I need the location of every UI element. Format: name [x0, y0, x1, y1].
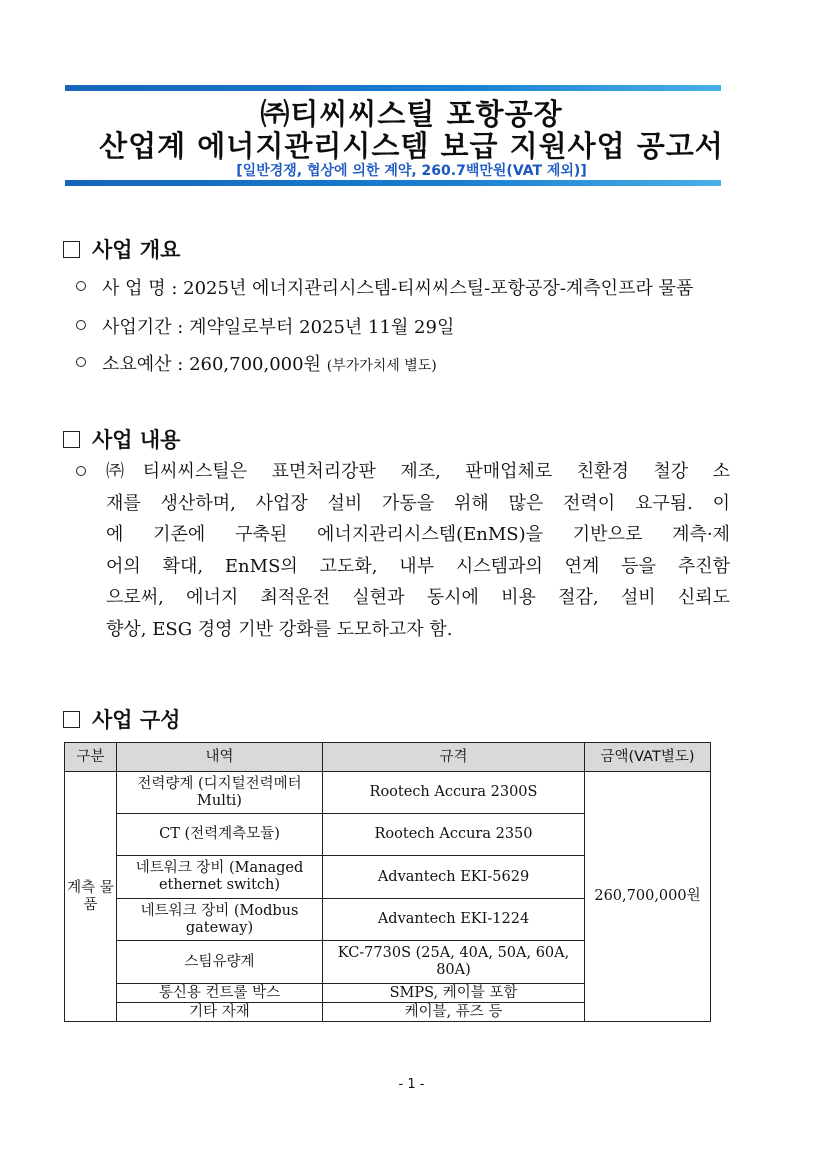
column-header-item: 내역: [117, 743, 323, 772]
composition-table: [64, 742, 711, 1022]
item-cell: 전력량계 (디지털전력메터 Multi): [117, 772, 323, 814]
item-cell: CT (전력계측모듈): [117, 814, 323, 856]
spec-cell: Rootech Accura 2350: [323, 814, 585, 856]
spec-cell: Advantech EKI-1224: [323, 899, 585, 941]
circle-bullet-icon: [76, 320, 86, 330]
document-title-company: ㈜티씨씨스틸 포항공장: [260, 97, 563, 131]
amount-cell: 260,700,000원: [585, 772, 711, 1022]
circle-bullet-icon: [76, 281, 86, 291]
item-cell: 기타 자재: [117, 1003, 323, 1022]
page-number: - 1 -: [398, 1077, 425, 1092]
document-title: 산업계 에너지관리시스템 보급 지원사업 공고서: [99, 129, 724, 163]
spec-cell: 케이블, 퓨즈 등: [323, 1003, 585, 1022]
overview-item-budget: 소요예산 : 260,700,000원 (부가가치세 별도): [76, 350, 437, 376]
table-row: [65, 772, 711, 814]
spec-cell: Rootech Accura 2300S: [323, 772, 585, 814]
item-cell: 스팀유량계: [117, 941, 323, 984]
column-header-category: 구분: [65, 743, 117, 772]
square-bullet-icon: [63, 241, 80, 258]
column-header-spec: 규격: [323, 743, 585, 772]
item-cell: 네트워크 장비 (Modbus gateway): [117, 899, 323, 941]
spec-cell: Advantech EKI-5629: [323, 856, 585, 899]
item-cell: 통신용 컨트롤 박스: [117, 984, 323, 1003]
circle-bullet-icon: [76, 466, 86, 476]
section-heading-composition: 사업 구성: [63, 704, 180, 734]
square-bullet-icon: [63, 431, 80, 448]
document-subtitle: [일반경쟁, 협상에 의한 계약, 260.7백만원(VAT 제외)]: [236, 163, 587, 179]
section-heading-overview: 사업 개요: [63, 234, 180, 264]
title-top-rule: [65, 85, 721, 91]
spec-cell: SMPS, 케이블 포함: [323, 984, 585, 1003]
content-paragraph: ㈜티씨씨스틸은 표면처리강판 제조, 판매업체로 친환경 철강 소 재를 생산하며, 사업장 설비 가동을 위해 많은 전력이 요구됨. 이 에 기존에 구축된 에너지관리시스템(EnMS)을 기반으로 계측·제 어의 확대, EnMS의 고도화, 내부 시스템과의 연계 등을 추진함 으로써, 에너지 최적운전 실현과 동시에 비용 절감, 설비 신뢰도 향상, ESG 경영 기반 강화를 도모하고자 함.: [106, 461, 730, 640]
circle-bullet-icon: [76, 357, 86, 367]
table-header-row: [65, 743, 711, 772]
item-cell: 네트워크 장비 (Managed ethernet switch): [117, 856, 323, 899]
title-bottom-rule: [65, 180, 721, 186]
overview-item-period: 사업기간 : 계약일로부터 2025년 11월 29일: [76, 313, 454, 339]
category-cell: 계측 물품: [65, 772, 117, 1022]
content-bullet: [76, 463, 102, 484]
column-header-amount: 금액(VAT별도): [585, 743, 711, 772]
overview-item-project-name: 사 업 명 : 2025년 에너지관리시스템-티씨씨스틸-포항공장-계측인프라 물품: [76, 274, 693, 300]
section-heading-content: 사업 내용: [63, 424, 180, 454]
square-bullet-icon: [63, 711, 80, 728]
spec-cell: KC-7730S (25A, 40A, 50A, 60A, 80A): [323, 941, 585, 984]
